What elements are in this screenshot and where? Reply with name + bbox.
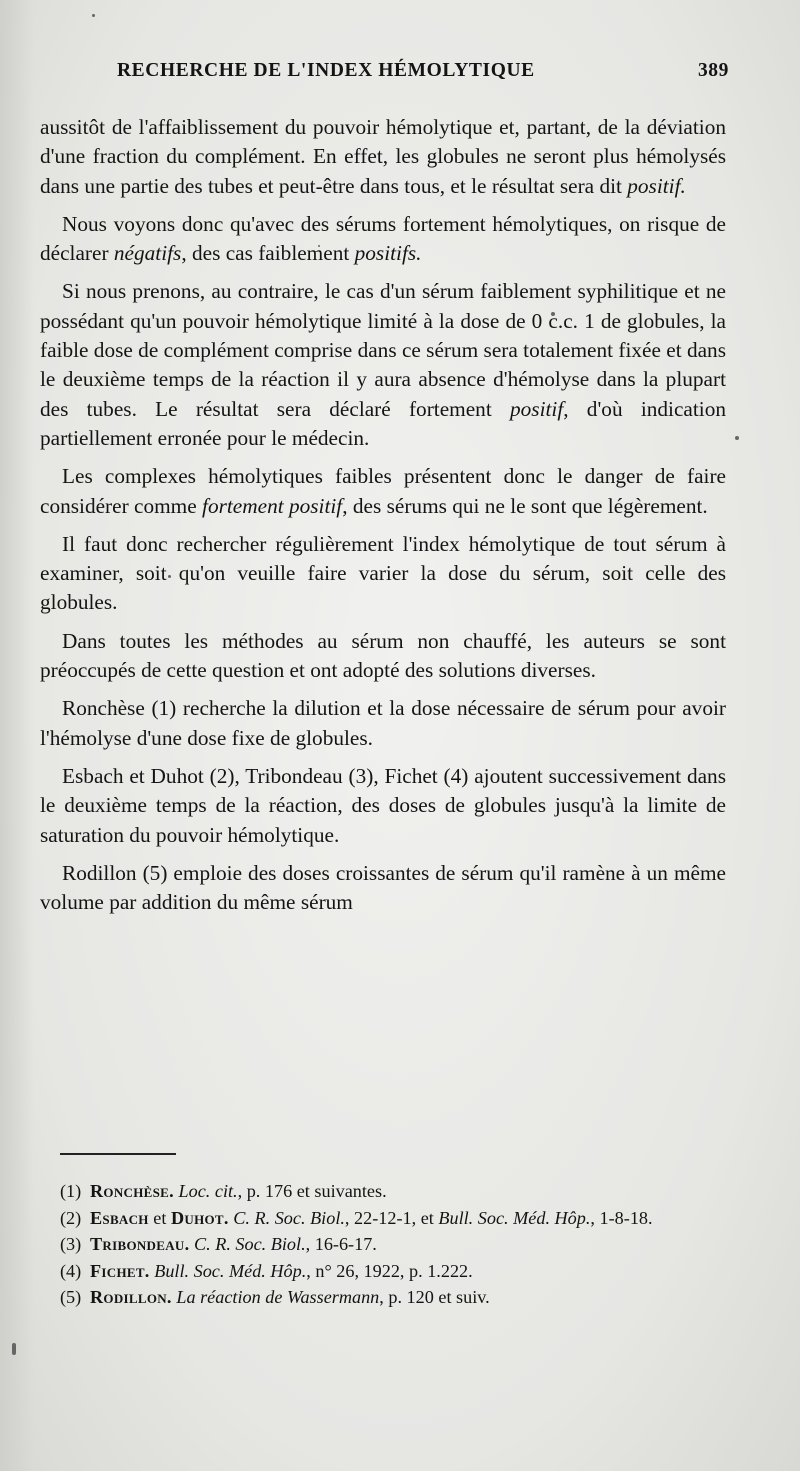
- text-segment: , d'où indication partiellement erronée pour le médecin.: [40, 396, 726, 450]
- text-segment: , des sérums qui ne le sont que légèrement.: [342, 493, 708, 518]
- italic-segment: fortement positif: [202, 493, 343, 518]
- text-segment: Ronchèse (1) recherche la dilution et la dose nécessaire de sérum pour avoir l'hémolyse d'une dose fixe de globules.: [40, 696, 726, 750]
- footnote-number: (1): [60, 1181, 82, 1201]
- text-segment: Il faut donc rechercher régulièrement l'index hémolytique de tout sérum à examiner, soit qu'on veuille faire varier la dose du sérum, soit celle des globules.: [40, 531, 726, 615]
- paragraph: [40, 462, 726, 521]
- author-name: Duhot.: [170, 1207, 229, 1228]
- body-text: [40, 113, 726, 926]
- text-segment: Les complexes hémolytiques faibles présentent donc le danger de faire considérer comme: [40, 464, 726, 518]
- text-segment: , p. 120 et suiv.: [379, 1287, 490, 1308]
- paragraph: [40, 113, 726, 201]
- footnote-rule: [60, 1153, 176, 1155]
- italic-segment: C. R. Soc. Biol.: [233, 1207, 345, 1228]
- text-segment: , 1-8-18.: [590, 1207, 653, 1228]
- print-speck: [92, 14, 95, 17]
- author-name: Esbach: [90, 1207, 149, 1228]
- text-segment: Nous voyons donc qu'avec des sérums fortement hémolytiques, on risque de déclarer: [40, 211, 726, 266]
- footnote-number: (5): [60, 1287, 82, 1308]
- text-segment: Rodillon (5) emploie des doses croissantes de sérum qu'il ramène à un même volume par addition du même sérum: [40, 860, 726, 915]
- italic-segment: Loc. cit.: [178, 1181, 238, 1201]
- footnote: [40, 1205, 730, 1232]
- italic-segment: Bull. Soc. Méd. Hôp.: [154, 1260, 307, 1281]
- italic-segment: positif: [509, 396, 564, 421]
- italic-segment: C. R. Soc. Biol.: [193, 1234, 306, 1255]
- paragraph: [40, 277, 726, 453]
- print-speck: [12, 1343, 16, 1355]
- text-segment: Esbach et Duhot (2), Tribondeau (3), Fichet (4) ajoutent successivement dans le deuxième temps de la réaction, des doses de globules jusqu'à la limite de saturation du pouvoir hémolytique.: [40, 763, 726, 847]
- paragraph: [40, 530, 726, 618]
- italic-segment: négatifs: [113, 241, 182, 266]
- footnote: [40, 1258, 730, 1285]
- text-segment: et: [148, 1207, 171, 1228]
- italic-segment: La réaction de Wassermann: [176, 1287, 380, 1308]
- footnote: [40, 1178, 730, 1205]
- running-header: [117, 60, 729, 86]
- footnote: [40, 1231, 730, 1258]
- text-segment: Dans toutes les méthodes au sérum non chauffé, les auteurs se sont préoccupés de cette question et ont adopté des solutions diverses.: [40, 628, 726, 683]
- running-title: RECHERCHE DE L'INDEX HÉMOLYTIQUE: [117, 60, 535, 81]
- footnotes: [40, 1178, 730, 1311]
- author-name: Rodillon.: [90, 1287, 172, 1308]
- paragraph: [40, 627, 726, 686]
- author-name: Tribondeau.: [90, 1234, 190, 1255]
- text-segment: , 16-6-17.: [305, 1234, 377, 1255]
- paragraph: [40, 210, 726, 269]
- footnote: [40, 1284, 730, 1311]
- footnote-number: (2): [60, 1207, 82, 1228]
- text-segment: , des cas faiblement: [181, 241, 355, 266]
- paragraph: [40, 859, 726, 918]
- paragraph: [40, 694, 726, 753]
- text-segment: , n° 26, 1922, p. 1.222.: [306, 1260, 473, 1281]
- footnote-number: (3): [60, 1234, 82, 1255]
- paragraph: [40, 762, 726, 850]
- text-segment: aussitôt de l'affaiblissement du pouvoir hémolytique et, partant, de la déviation d'une fraction du complément. En effet, les globules ne seront plus hémolysés dans une partie des tubes et peut-être dans tous, et le résultat sera dit: [40, 115, 726, 198]
- page-number: 389: [697, 60, 729, 81]
- italic-segment: positif.: [627, 173, 686, 198]
- italic-segment: Bull. Soc. Méd. Hôp.: [438, 1207, 591, 1228]
- italic-segment: positifs.: [354, 241, 422, 266]
- text-segment: , 22-12-1, et: [344, 1207, 439, 1228]
- author-name: Ronchèse.: [90, 1181, 174, 1201]
- text-segment: , p. 176 et suivantes.: [237, 1181, 387, 1201]
- print-speck: [735, 436, 739, 440]
- page-edge-shadow: [0, 0, 34, 1471]
- author-name: Fichet.: [90, 1260, 150, 1281]
- text-segment: Si nous prenons, au contraire, le cas d'un sérum faiblement syphilitique et ne possédant qu'un pouvoir hémolytique limité à la dose de 0 c.c. 1 de globules, la faible dose de complément comprise dans ce sérum sera totalement fixée et dans le deuxième temps de la réaction il y aura absence d'hémolyse dans la plupart des tubes. Le résultat sera déclaré fortement: [40, 279, 726, 421]
- footnote-number: (4): [60, 1260, 82, 1281]
